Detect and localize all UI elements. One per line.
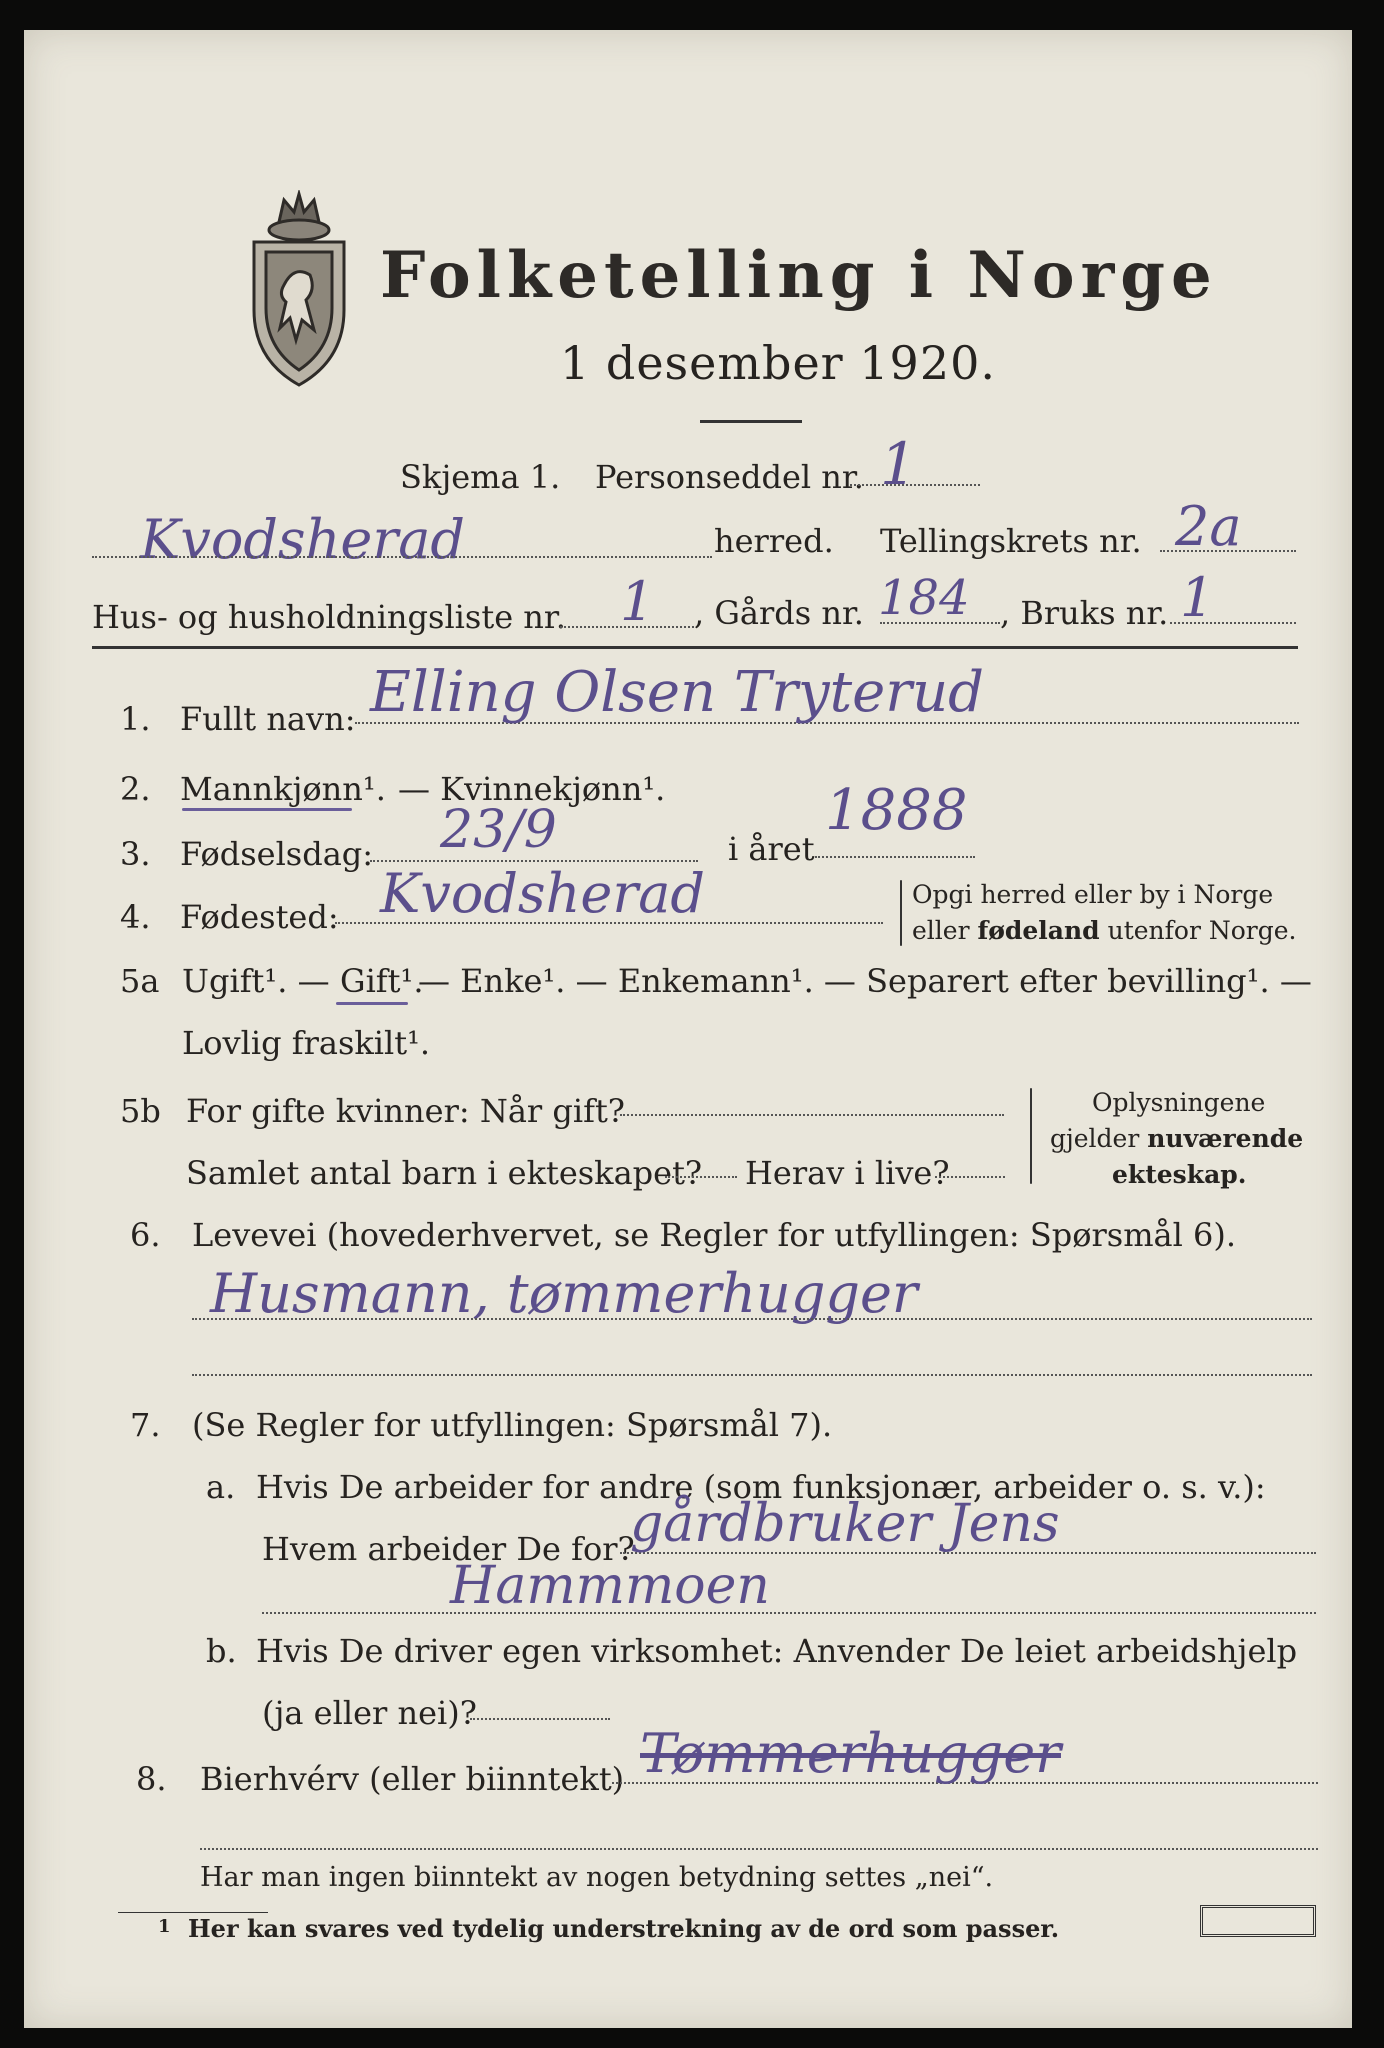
q4-brace: [900, 880, 902, 946]
q6-value[interactable]: Husmann, tømmerhugger: [210, 1262, 918, 1325]
q5a-ugift-option[interactable]: Ugift¹. —: [182, 962, 330, 1000]
q2-male-underline: [182, 808, 352, 811]
q5b-line-2: [665, 1176, 737, 1178]
q3-year-label: i året: [728, 830, 815, 868]
q3-year-value[interactable]: 1888: [825, 778, 968, 843]
printer-stamp: [1200, 1905, 1316, 1937]
gards-label: , Gårds nr.: [694, 594, 864, 632]
q6-number: 6.: [130, 1216, 161, 1254]
husliste-label: Hus- og husholdningsliste nr.: [92, 598, 566, 636]
husliste-value[interactable]: 1: [620, 570, 655, 633]
q2-male-option[interactable]: Mannkjønn¹.: [180, 770, 386, 808]
q8-line-2: [200, 1848, 1318, 1850]
header-separator: [92, 646, 1298, 649]
q8-value[interactable]: Tømmerhugger: [640, 1722, 1061, 1785]
q2-female-option[interactable]: — Kvinnekjønn¹.: [398, 770, 666, 808]
q5b-brace: [1030, 1088, 1032, 1184]
q3-number: 3.: [120, 835, 151, 873]
q7b-line-1: Hvis De driver egen virksomhet: Anvender De leiet arbeidshjelp: [256, 1632, 1298, 1670]
q6-line-2: [192, 1374, 1312, 1376]
personseddel-value[interactable]: 1: [880, 430, 917, 498]
q4-label: Fødested:: [180, 898, 339, 936]
q5a-number: 5a: [120, 962, 160, 1000]
gards-value[interactable]: 184: [878, 570, 970, 626]
personseddel-label: Personseddel nr.: [595, 458, 864, 496]
q7b-letter: b.: [206, 1632, 237, 1670]
q6-line-1: [192, 1318, 1312, 1320]
q5a-fraskilt-option[interactable]: Lovlig fraskilt¹.: [182, 1024, 431, 1062]
bruks-value[interactable]: 1: [1180, 566, 1215, 629]
footnote-mark: 1: [158, 1916, 171, 1937]
footnote-rule: [118, 1912, 268, 1913]
q5b-note-2: gjelder nuværende: [1050, 1124, 1304, 1153]
norway-coat-of-arms-icon: [244, 190, 354, 390]
footnote-text: Her kan svares ved tydelig understrekning av de ord som passer.: [188, 1914, 1060, 1943]
q7a-value-2[interactable]: Hammmoen: [450, 1556, 770, 1616]
q5b-label-1: For gifte kvinner: Når gift?: [186, 1092, 625, 1130]
q5a-other-options[interactable]: — Enke¹. — Enkemann¹. — Separert efter bevilling¹. —: [418, 962, 1312, 1000]
herred-label: herred.: [714, 522, 834, 560]
q5b-line-3: [935, 1176, 1005, 1178]
q8-label: Bierhvérv (eller biinntekt): [200, 1760, 625, 1798]
q5b-label-3: Herav i live?: [745, 1154, 950, 1192]
q4-value[interactable]: Kvodsherad: [380, 862, 705, 925]
q5b-label-2: Samlet antal barn i ekteskapet?: [186, 1154, 703, 1192]
q7-number: 7.: [130, 1406, 161, 1444]
q7-label: (Se Regler for utfyllingen: Spørsmål 7).: [192, 1406, 833, 1444]
q6-label: Levevei (hovederhvervet, se Regler for utfyllingen: Spørsmål 6).: [192, 1216, 1237, 1254]
q5a-gift-option[interactable]: Gift¹.: [340, 962, 424, 1000]
footer-note: Har man ingen biinntekt av nogen betydning settes „nei“.: [200, 1862, 994, 1893]
tellingskrets-value[interactable]: 2a: [1175, 495, 1242, 558]
q5b-note-1: Oplysningene: [1092, 1088, 1266, 1117]
q3-label: Fødselsdag:: [180, 835, 374, 873]
title-divider: [700, 420, 802, 423]
herred-value[interactable]: Kvodsherad: [140, 508, 465, 571]
q5b-number: 5b: [120, 1092, 161, 1130]
form-title: Folketelling i Norge: [380, 238, 1218, 313]
q4-number: 4.: [120, 898, 151, 936]
q7a-letter: a.: [206, 1468, 236, 1506]
q5b-line-1: [620, 1114, 1004, 1116]
q1-value[interactable]: Elling Olsen Tryterud: [370, 660, 984, 725]
q7a-value-1[interactable]: gårdbruker Jens: [630, 1494, 1060, 1554]
q7a-answer-line-2: [262, 1612, 1316, 1614]
q4-note-1: Opgi herred eller by i Norge: [912, 880, 1274, 909]
q8-number: 8.: [136, 1760, 167, 1798]
q2-number: 2.: [120, 770, 151, 808]
q4-note-2: eller fødeland utenfor Norge.: [912, 916, 1297, 945]
q5a-gift-underline: [336, 1002, 408, 1005]
tellingskrets-label: Tellingskrets nr.: [880, 522, 1142, 560]
q3-year-line: [815, 856, 975, 858]
q3-value[interactable]: 23/9: [440, 800, 557, 860]
q5b-note-3: ekteskap.: [1112, 1160, 1247, 1189]
bruks-label: , Bruks nr.: [1000, 594, 1169, 632]
q7a-line-1: Hvis De arbeider for andre (som funksjonær, arbeider o. s. v.):: [256, 1468, 1266, 1506]
q7b-line-2: (ja eller nei)?: [262, 1694, 477, 1732]
q7a-line-2: Hvem arbeider De for?: [262, 1530, 635, 1568]
skjema-label: Skjema 1.: [400, 458, 561, 496]
herred-line: [92, 556, 712, 558]
q7b-answer-line: [470, 1718, 610, 1720]
form-date: 1 desember 1920.: [560, 336, 996, 390]
q1-label: Fullt navn:: [180, 700, 356, 738]
q1-number: 1.: [120, 700, 151, 738]
